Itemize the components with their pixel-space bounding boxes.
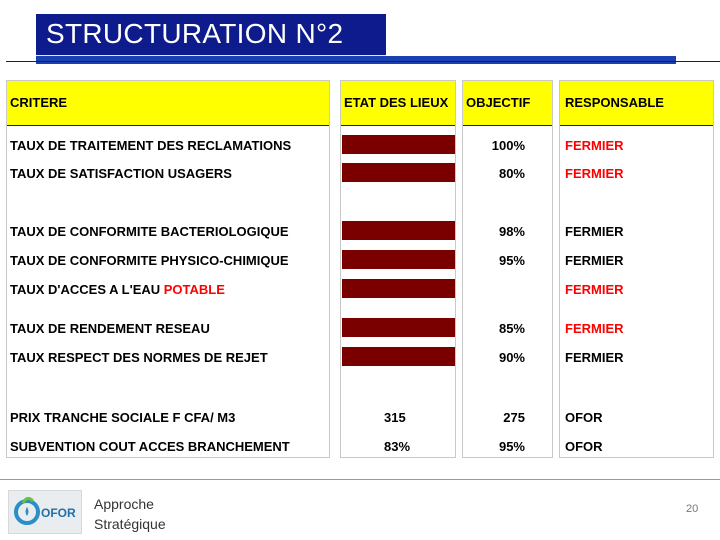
responsable-cell: FERMIER [565, 138, 624, 153]
column-objectif [462, 80, 553, 458]
header-separator [7, 125, 329, 126]
objectif-cell: 275 [503, 410, 525, 425]
footer-line-1: Approche [94, 496, 154, 512]
objectif-cell: 85% [498, 321, 525, 336]
objectif-cell: 95% [498, 253, 525, 268]
header-etat: ETAT DES LIEUX [341, 81, 455, 125]
column-responsable [559, 80, 714, 458]
responsable-cell: FERMIER [565, 321, 624, 336]
critere-cell: TAUX DE CONFORMITE PHYSICO-CHIMIQUE [10, 253, 289, 268]
ofor-logo-mark [9, 491, 81, 533]
responsable-cell: FERMIER [565, 350, 624, 365]
footer-caption [94, 494, 166, 534]
objectif-cell: 95% [498, 439, 525, 454]
responsable-cell: OFOR [565, 410, 603, 425]
critere-highlight: POTABLE [163, 282, 225, 297]
etat-cell: 83% [384, 439, 411, 454]
header-separator [463, 125, 552, 126]
responsable-cell: FERMIER [565, 282, 624, 297]
column-etat [340, 80, 456, 458]
page-number: 20 [686, 503, 699, 515]
responsable-cell: FERMIER [565, 224, 624, 239]
footer-divider [0, 479, 720, 480]
title-underline-bar [36, 56, 676, 64]
critere-cell: PRIX TRANCHE SOCIALE F CFA/ M3 [10, 410, 236, 425]
ofor-logo [8, 490, 82, 534]
top-rule [6, 61, 720, 62]
slide-title-box [36, 14, 386, 56]
critere-cell: TAUX DE TRAITEMENT DES RECLAMATIONS [10, 138, 292, 153]
etat-bar [342, 318, 455, 337]
critere-cell: TAUX DE SATISFACTION USAGERS [10, 166, 232, 181]
header-objectif: OBJECTIF [463, 81, 552, 125]
footer-line-2: Stratégique [94, 516, 166, 532]
etat-bar [342, 221, 455, 240]
etat-bar [342, 279, 455, 298]
responsable-cell: OFOR [565, 439, 603, 454]
header-responsable: RESPONSABLE [560, 81, 713, 125]
objectif-cell: 98% [498, 224, 525, 239]
slide-title: STRUCTURATION N°2 [46, 18, 344, 49]
critere-cell: TAUX DE CONFORMITE BACTERIOLOGIQUE [10, 224, 289, 239]
critere-text: TAUX D'ACCES A L'EAU [10, 282, 164, 297]
critere-cell: TAUX RESPECT DES NORMES DE REJET [10, 350, 268, 365]
etat-bar [342, 135, 455, 154]
objectif-cell: 100% [491, 138, 525, 153]
critere-cell [10, 282, 225, 297]
objectif-cell: 90% [498, 350, 525, 365]
etat-bar [342, 163, 455, 182]
header-separator [341, 125, 455, 126]
etat-bar [342, 347, 455, 366]
logo-wordmark: OFOR [41, 506, 76, 520]
responsable-cell: FERMIER [565, 253, 624, 268]
header-critere: CRITERE [7, 81, 329, 125]
etat-bar [342, 250, 455, 269]
header-separator [560, 125, 713, 126]
etat-cell: 315 [384, 410, 406, 425]
objectif-cell: 80% [498, 166, 525, 181]
column-critere [6, 80, 330, 458]
responsable-cell: FERMIER [565, 166, 624, 181]
critere-cell: SUBVENTION COUT ACCES BRANCHEMENT [10, 439, 290, 454]
critere-cell: TAUX DE RENDEMENT RESEAU [10, 321, 210, 336]
